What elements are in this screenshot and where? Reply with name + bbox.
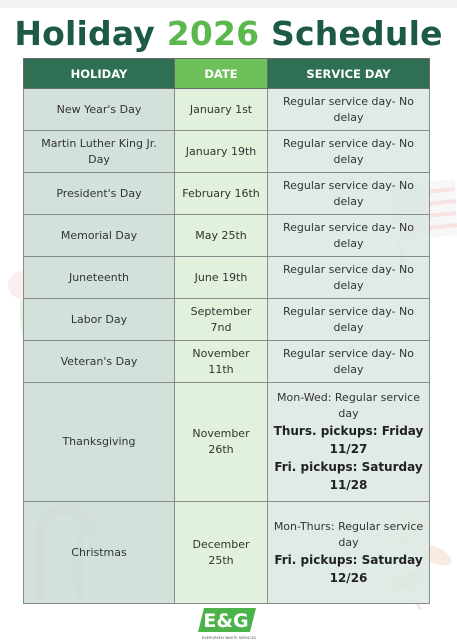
holiday-schedule-table — [23, 58, 430, 604]
date-cell: May 25th — [175, 215, 268, 257]
table-row-thanksgiving — [24, 383, 430, 502]
company-logo — [198, 606, 260, 642]
date-cell: November 26th — [175, 383, 268, 502]
table-row — [24, 131, 430, 173]
table-row — [24, 299, 430, 341]
service-cell — [268, 502, 430, 604]
service-cell: Regular service day- No delay — [268, 89, 430, 131]
date-cell: January 1st — [175, 89, 268, 131]
header-service-day: SERVICE DAY — [268, 59, 430, 89]
service-line-friday: Fri. pickups: Saturday 12/26 — [274, 552, 423, 585]
top-strip — [0, 0, 457, 8]
table-row — [24, 215, 430, 257]
table-row — [24, 89, 430, 131]
table-row-christmas — [24, 502, 430, 604]
holiday-cell: Labor Day — [24, 299, 175, 341]
service-cell: Regular service day- No delay — [268, 131, 430, 173]
date-cell: February 16th — [175, 173, 268, 215]
holiday-cell: Thanksgiving — [24, 383, 175, 502]
holiday-cell: President's Day — [24, 173, 175, 215]
service-line-friday: Fri. pickups: Saturday 11/28 — [274, 460, 423, 492]
date-cell: December 25th — [175, 502, 268, 604]
service-cell: Regular service day- No delay — [268, 299, 430, 341]
page-title — [0, 14, 457, 53]
holiday-cell: Martin Luther King Jr. Day — [24, 131, 175, 173]
table-row — [24, 341, 430, 383]
holiday-cell: Juneteenth — [24, 257, 175, 299]
service-line-thursday: Thurs. pickups: Friday 11/27 — [273, 424, 424, 456]
logo-mark: E&G — [203, 610, 249, 632]
service-line-regular: Mon-Wed: Regular service day — [277, 391, 420, 420]
date-cell: September 7nd — [175, 299, 268, 341]
service-cell: Regular service day- No delay — [268, 257, 430, 299]
service-cell: Regular service day- No delay — [268, 173, 430, 215]
date-cell: January 19th — [175, 131, 268, 173]
service-cell — [268, 383, 430, 502]
header-holiday: HOLIDAY — [24, 59, 175, 89]
title-lead: Holiday — [14, 14, 167, 53]
date-cell: June 19th — [175, 257, 268, 299]
holiday-cell: Memorial Day — [24, 215, 175, 257]
logo-tagline: EVERGREEN WASTE SERVICES — [201, 636, 257, 640]
table-row — [24, 257, 430, 299]
holiday-cell: Christmas — [24, 502, 175, 604]
table-row — [24, 173, 430, 215]
title-year: 2026 — [166, 14, 260, 53]
service-cell: Regular service day- No delay — [268, 215, 430, 257]
date-cell: November 11th — [175, 341, 268, 383]
table-header-row — [24, 59, 430, 89]
service-cell: Regular service day- No delay — [268, 341, 430, 383]
holiday-cell: Veteran's Day — [24, 341, 175, 383]
holiday-cell: New Year's Day — [24, 89, 175, 131]
title-tail: Schedule — [259, 14, 443, 53]
header-date: DATE — [175, 59, 268, 89]
service-line-regular: Mon-Thurs: Regular service day — [273, 519, 424, 549]
